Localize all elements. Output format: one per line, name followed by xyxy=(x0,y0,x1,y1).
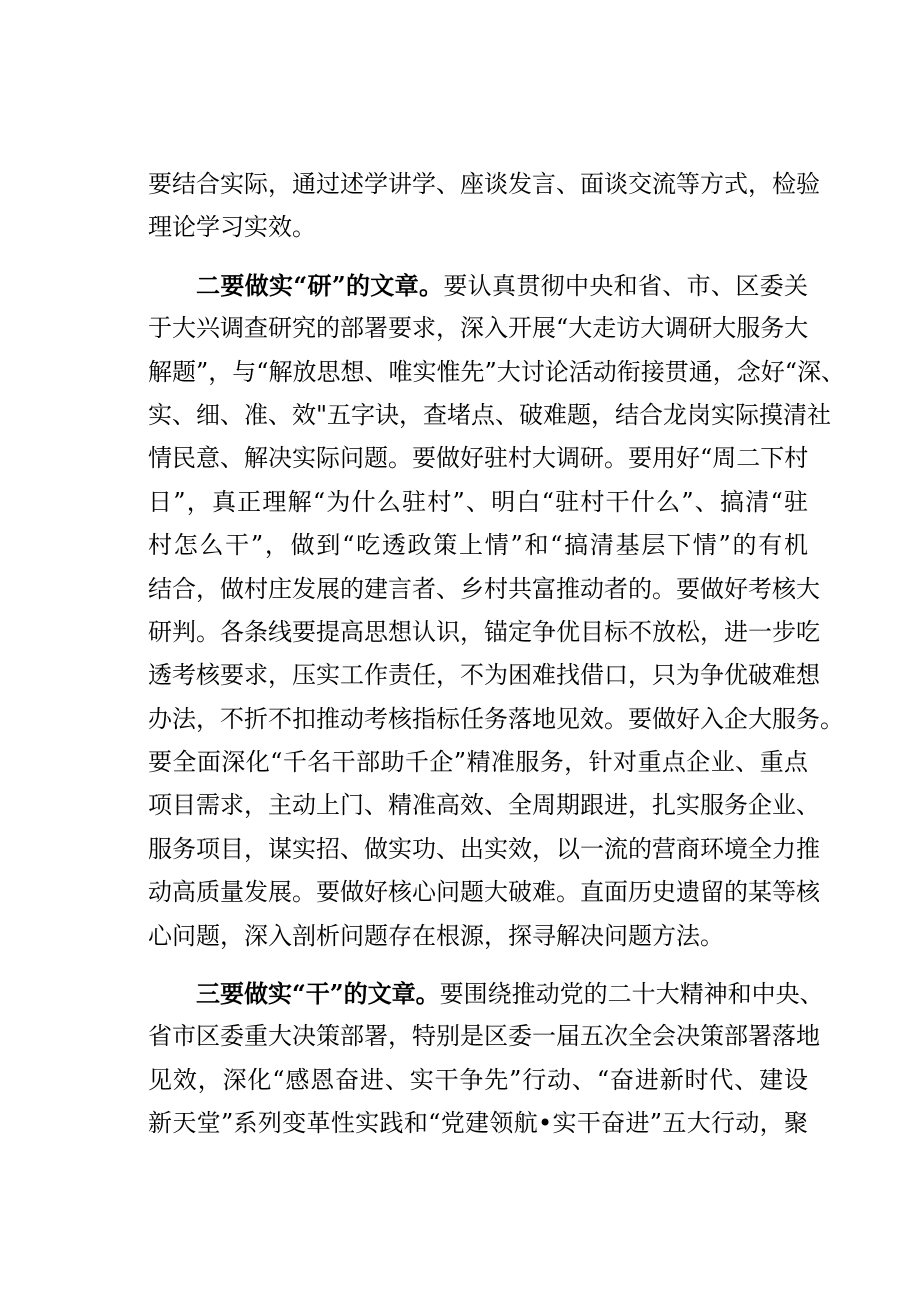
paragraph-3 xyxy=(148,972,824,1146)
paragraph-2-line: 实、细、准、效"五字诀，查堵点、破难题，结合龙岗实际摸清社 xyxy=(148,400,832,429)
paragraph-3-line: 见效，深化“感恩奋进、实干争先”行动、“奋进新时代、建设 xyxy=(148,1065,808,1094)
paragraph-2-line: 项目需求，主动上门、精准高效、全周期跟进，扎实服务企业、 xyxy=(148,791,820,820)
paragraph-2-line-last: 心问题，深入剖析问题存在根源，探寻解决问题方法。 xyxy=(148,921,724,950)
paragraph-3-line: 新天堂”系列变革性实践和“党建领航•实干奋进”五大行动，聚 xyxy=(148,1109,808,1138)
paragraph-2-line: 情民意、解决实际问题。要做好驻村大调研。要用好“周二下村 xyxy=(148,444,809,473)
paragraph-2-line: 解题”，与“解放思想、唯实惟先”大讨论活动衔接贯通，念好“深、 xyxy=(148,357,846,386)
paragraph-2-line: 结合，做村庄发展的建言者、乡村共富推动者的。要做好考核大 xyxy=(148,574,820,603)
paragraph-2-heading: 二要做实“研”的文章。 xyxy=(196,270,444,300)
paragraph-2 xyxy=(148,264,846,958)
paragraph-2-line: 日”，真正理解“为什么驻村”、明白“驻村干什么”、搞清“驻 xyxy=(148,487,808,516)
paragraph-1 xyxy=(148,163,820,250)
paragraph-2-line-1 xyxy=(148,264,808,307)
paragraph-2-line: 透考核要求，压实工作责任，不为困难找借口，只为争优破难想 xyxy=(148,661,820,690)
paragraph-3-line: 省市区委重大决策部署，特别是区委一届五次全会决策部署落地 xyxy=(148,1022,820,1051)
paragraph-3-heading: 三要做实“干”的文章。 xyxy=(196,979,440,1009)
paragraph-1-line-2: 理论学习实效。 xyxy=(148,213,316,242)
paragraph-1-line-1: 要结合实际，通过述学讲学、座谈发言、面谈交流等方式，检验 xyxy=(148,170,820,198)
paragraph-2-line: 于大兴调查研究的部署要求，深入开展“大走访大调研大服务大 xyxy=(148,314,809,343)
paragraph-2-line: 办法，不折不扣推动考核指标任务落地见效。要做好入企大服务。 xyxy=(148,704,844,733)
paragraph-3-line-1-text: 要围绕推动党的二十大精神和中央、 xyxy=(439,980,824,1009)
paragraph-3-line-1 xyxy=(148,972,824,1015)
paragraph-2-line: 服务项目，谋实招、做实功、出实效，以一流的营商环境全力推 xyxy=(148,834,820,863)
paragraph-2-line: 村怎么干”，做到“吃透政策上情”和“搞清基层下情”的有机 xyxy=(148,531,808,560)
document-body xyxy=(148,163,846,1146)
paragraph-2-line: 动高质量发展。要做好核心问题大破难。直面历史遗留的某等核 xyxy=(148,878,820,907)
paragraph-gap xyxy=(148,250,808,264)
paragraph-2-line: 要全面深化“千名干部助千企”精准服务，针对重点企业、重点 xyxy=(148,748,808,777)
paragraph-2-line: 研判。各条线要提高思想认识，锚定争优目标不放松，进一步吃 xyxy=(148,617,820,646)
paragraph-gap xyxy=(148,958,808,972)
paragraph-2-line-1-text: 要认真贯彻中央和省、市、区委关 xyxy=(443,271,809,300)
